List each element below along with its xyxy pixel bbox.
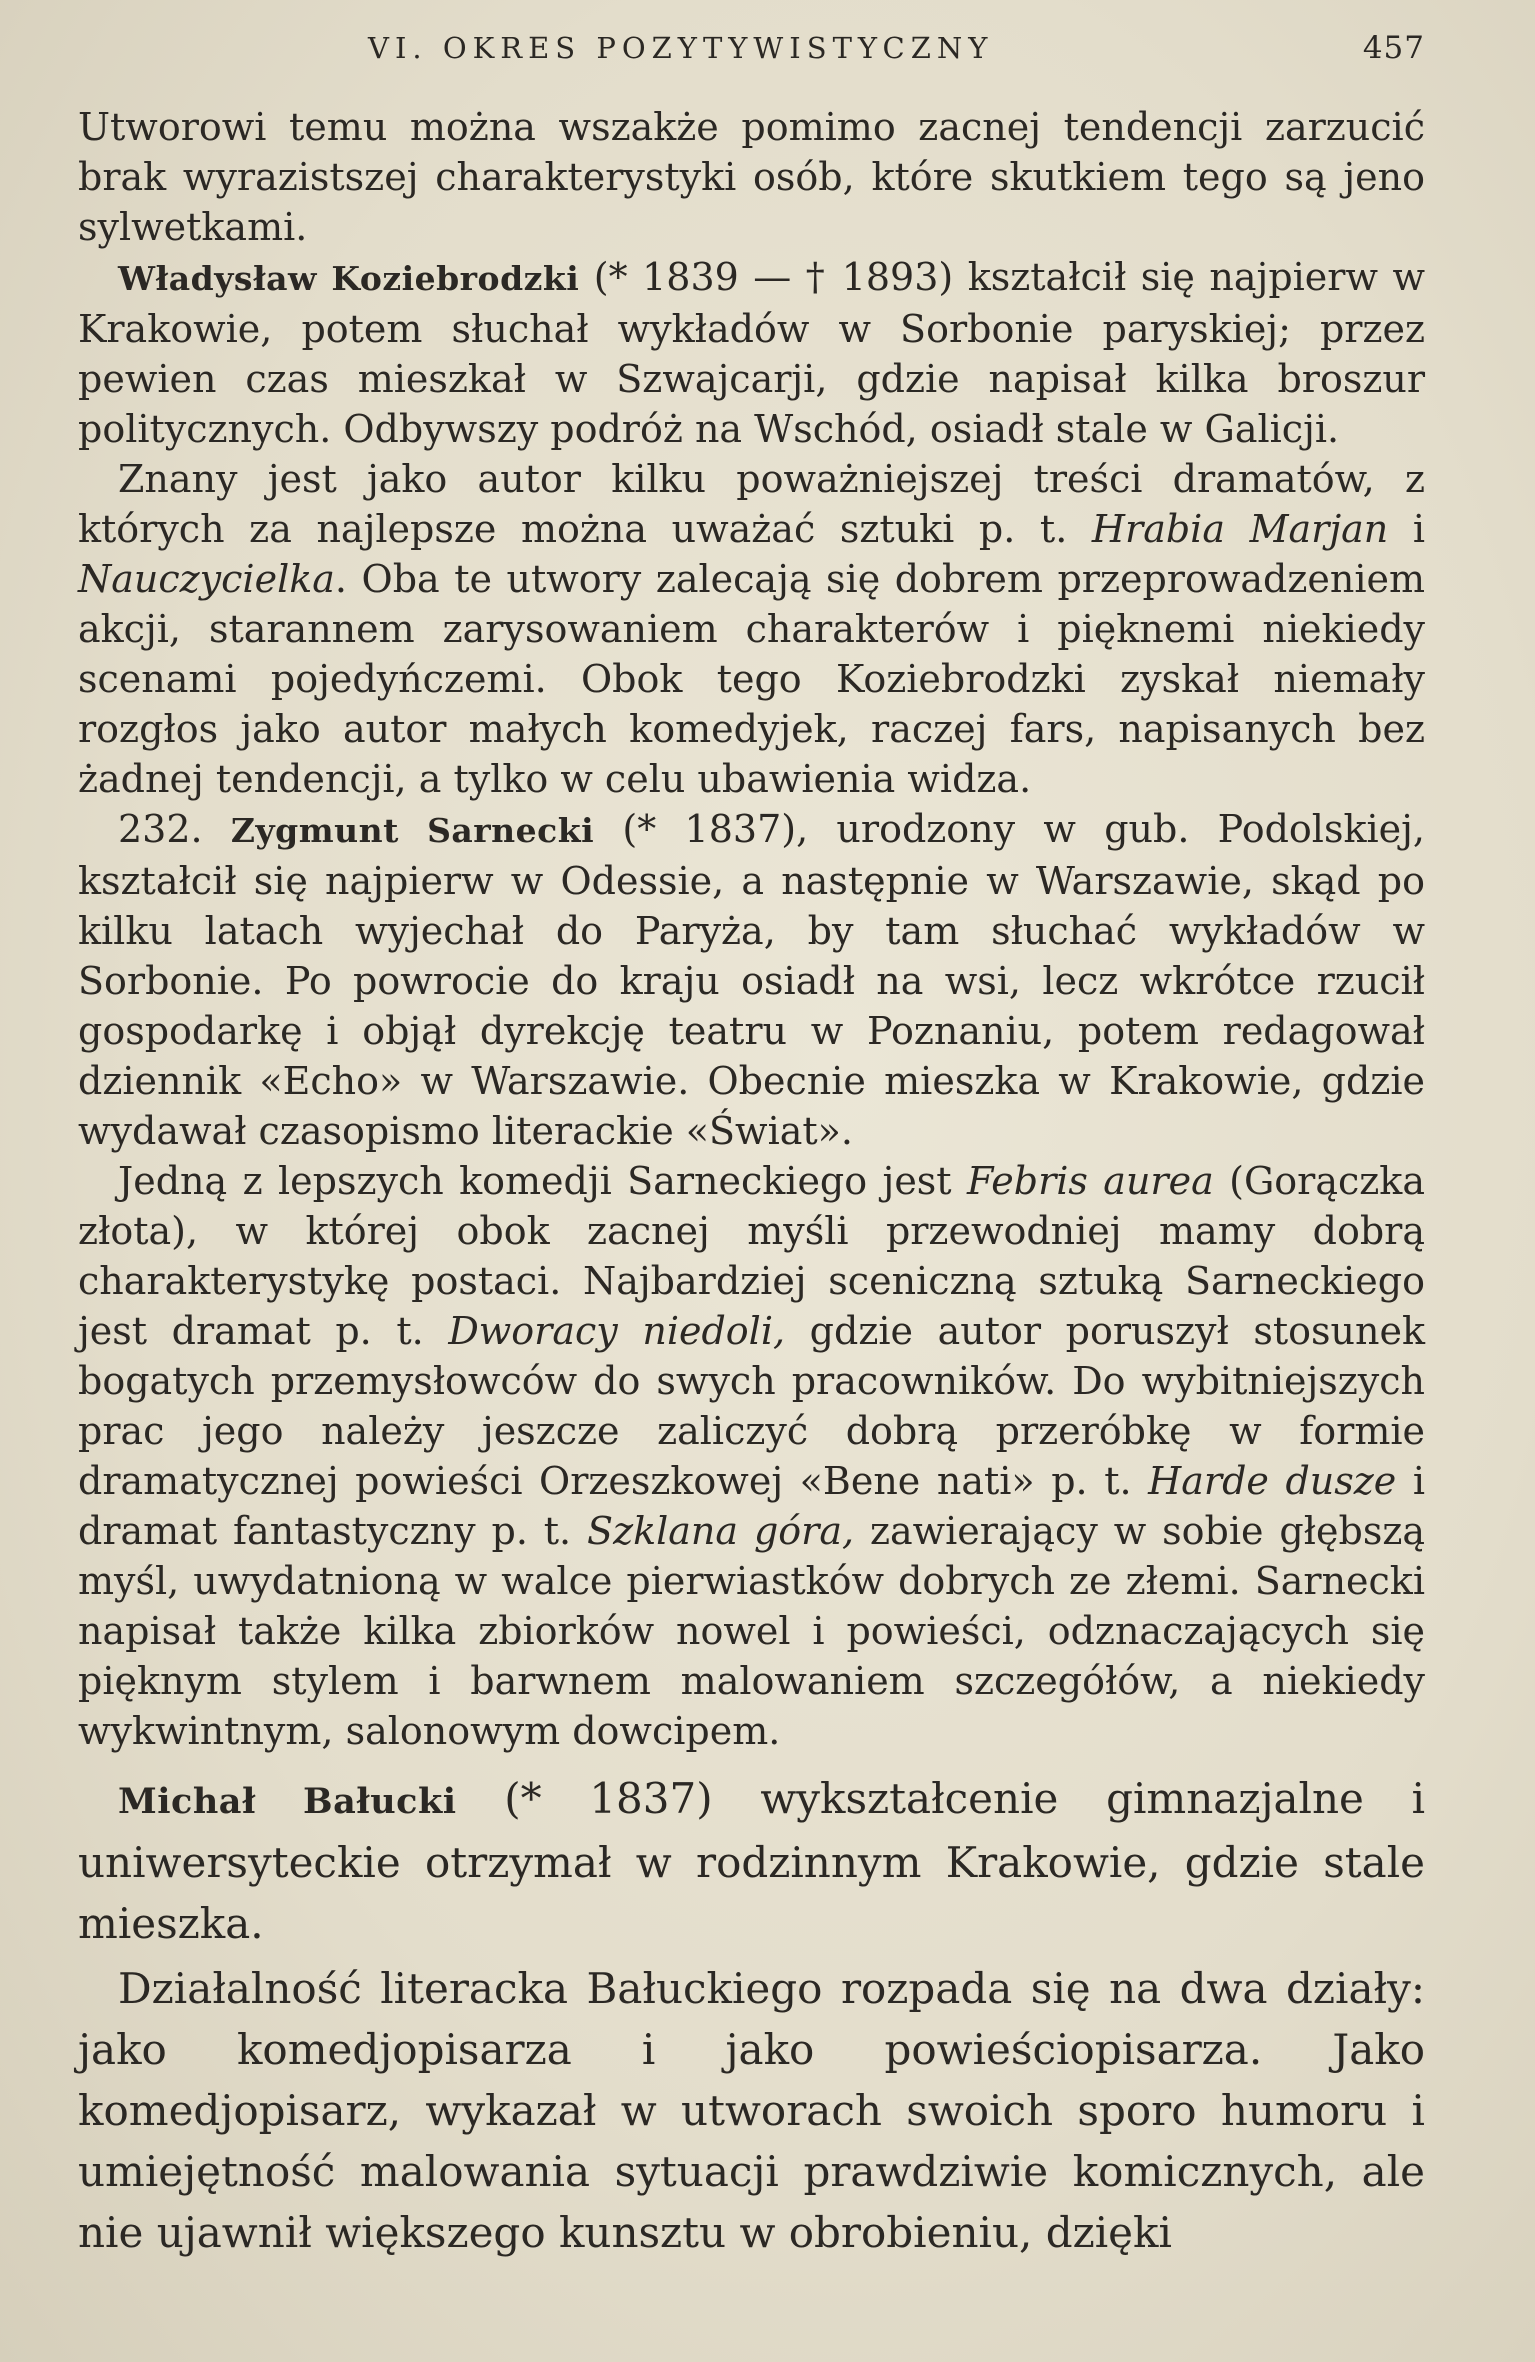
paragraph-text: (* 1837) wykształcenie gimnazjalne i uniwersyteckie otrzymał w rodzinnym Krakowie, gdzie stale mieszka. [78, 1774, 1425, 1948]
section-number: 232. [118, 807, 231, 851]
paragraph-text: zawierający w sobie głębszą myśl, uwydatnioną w walce pierwiastków dobrych ze złemi. Sarnecki napisał także kilka zbiorków nowel i powieści, odznaczających się pięknym stylem i barwnem malowaniem szczegółów, a niekiedy wykwintnym, salonowym dowcipem. [78, 1509, 1425, 1753]
paragraph [78, 454, 1425, 804]
person-name: Zygmunt Sarnecki [230, 811, 595, 850]
paragraph-text: Działalność literacka Bałuckiego rozpada się na dwa działy: jako komedjopisarza i jako powieściopisarza. Jako komedjopisarz, wykazał w utworach swoich sporo humoru i umiejętność malowania sytuacji prawdziwie komicznych, ale nie ujawnił większego kunsztu w obrobieniu, dzięki [78, 1964, 1425, 2257]
paragraph [78, 252, 1425, 454]
paragraph [78, 804, 1425, 1156]
paragraph-text: gdzie autor poruszył stosunek bogatych przemysłowców do swych pracowników. Do wybitniejszych prac jego należy jeszcze zaliczyć dobrą przeróbkę w formie dramatycznej powieści Orzeszkowej «Bene nati» p. t. [78, 1309, 1425, 1503]
page-number: 457 [1362, 30, 1425, 66]
paragraph-text: i dramat fantastyczny p. t. [78, 1459, 1425, 1553]
paragraph-text: i [1388, 507, 1425, 551]
work-title: Hrabia Marjan [1091, 507, 1389, 551]
paragraph-text: (* 1837), urodzony w gub. Podolskiej, kształcił się najpierw w Odessie, a następnie w Warszawie, skąd po kilku latach wyjechał do Paryża, by tam słuchać wykładów w Sorbonie. Po powrocie do kraju osiadł na wsi, lecz wkrótce rzucił gospodarkę i objął dyrekcję teatru w Poznaniu, potem redagował dziennik «Echo» w Warszawie. Obecnie mieszka w Krakowie, gdzie wydawał czasopismo literackie «Świat». [78, 807, 1425, 1153]
paragraph [78, 1958, 1425, 2263]
paragraph [78, 1156, 1425, 1756]
person-name: Michał Bałucki [118, 1781, 457, 1822]
paragraph-text: Znany jest jako autor kilku poważniejszej treści dramatów, z których za najlepsze można uważać sztuki p. t. [78, 457, 1425, 551]
person-name: Władysław Koziebrodzki [118, 259, 580, 298]
work-title: Szklana góra, [587, 1509, 855, 1553]
paragraph-text: . Oba te utwory zalecają się dobrem przeprowadzeniem akcji, starannem zarysowaniem charakterów i pięknemi niekiedy scenami pojedyńczemi. Obok tego Koziebrodzki zyskał niemały rozgłos jako autor małych komedyjek, raczej fars, napisanych bez żadnej tendencji, a tylko w celu ubawienia widza. [78, 557, 1425, 801]
work-title: Harde dusze [1148, 1459, 1397, 1503]
work-title: Febris aurea [966, 1159, 1214, 1203]
paragraph-text: (Gorączka złota), w której obok zacnej myśli przewodniej mamy dobrą charakterystykę postaci. Najbardziej sceniczną sztuką Sarneckiego jest dramat p. t. [78, 1159, 1425, 1353]
paragraph [78, 1768, 1425, 1954]
paragraph [78, 102, 1425, 252]
paragraph-text: Utworowi temu można wszakże pomimo zacnej tendencji zarzucić brak wyrazistszej charakterystyki osób, które skutkiem tego są jeno sylwetkami. [78, 105, 1425, 249]
running-header [78, 30, 1425, 80]
chapter-title: VI. OKRES POZYTYWISTYCZNY [368, 31, 994, 65]
body-text [78, 102, 1425, 2263]
paragraph-text: (* 1839 — † 1893) kształcił się najpierw w Krakowie, potem słuchał wykładów w Sorbonie paryskiej; przez pewien czas mieszkał w Szwajcarji, gdzie napisał kilka broszur politycznych. Odbywszy podróż na Wschód, osiadł stale w Galicji. [78, 255, 1425, 451]
work-title: Nauczycielka [78, 557, 335, 601]
paragraph-text: Jedną z lepszych komedji Sarneckiego jest [118, 1159, 967, 1203]
work-title: Dworacy niedoli, [448, 1309, 786, 1353]
